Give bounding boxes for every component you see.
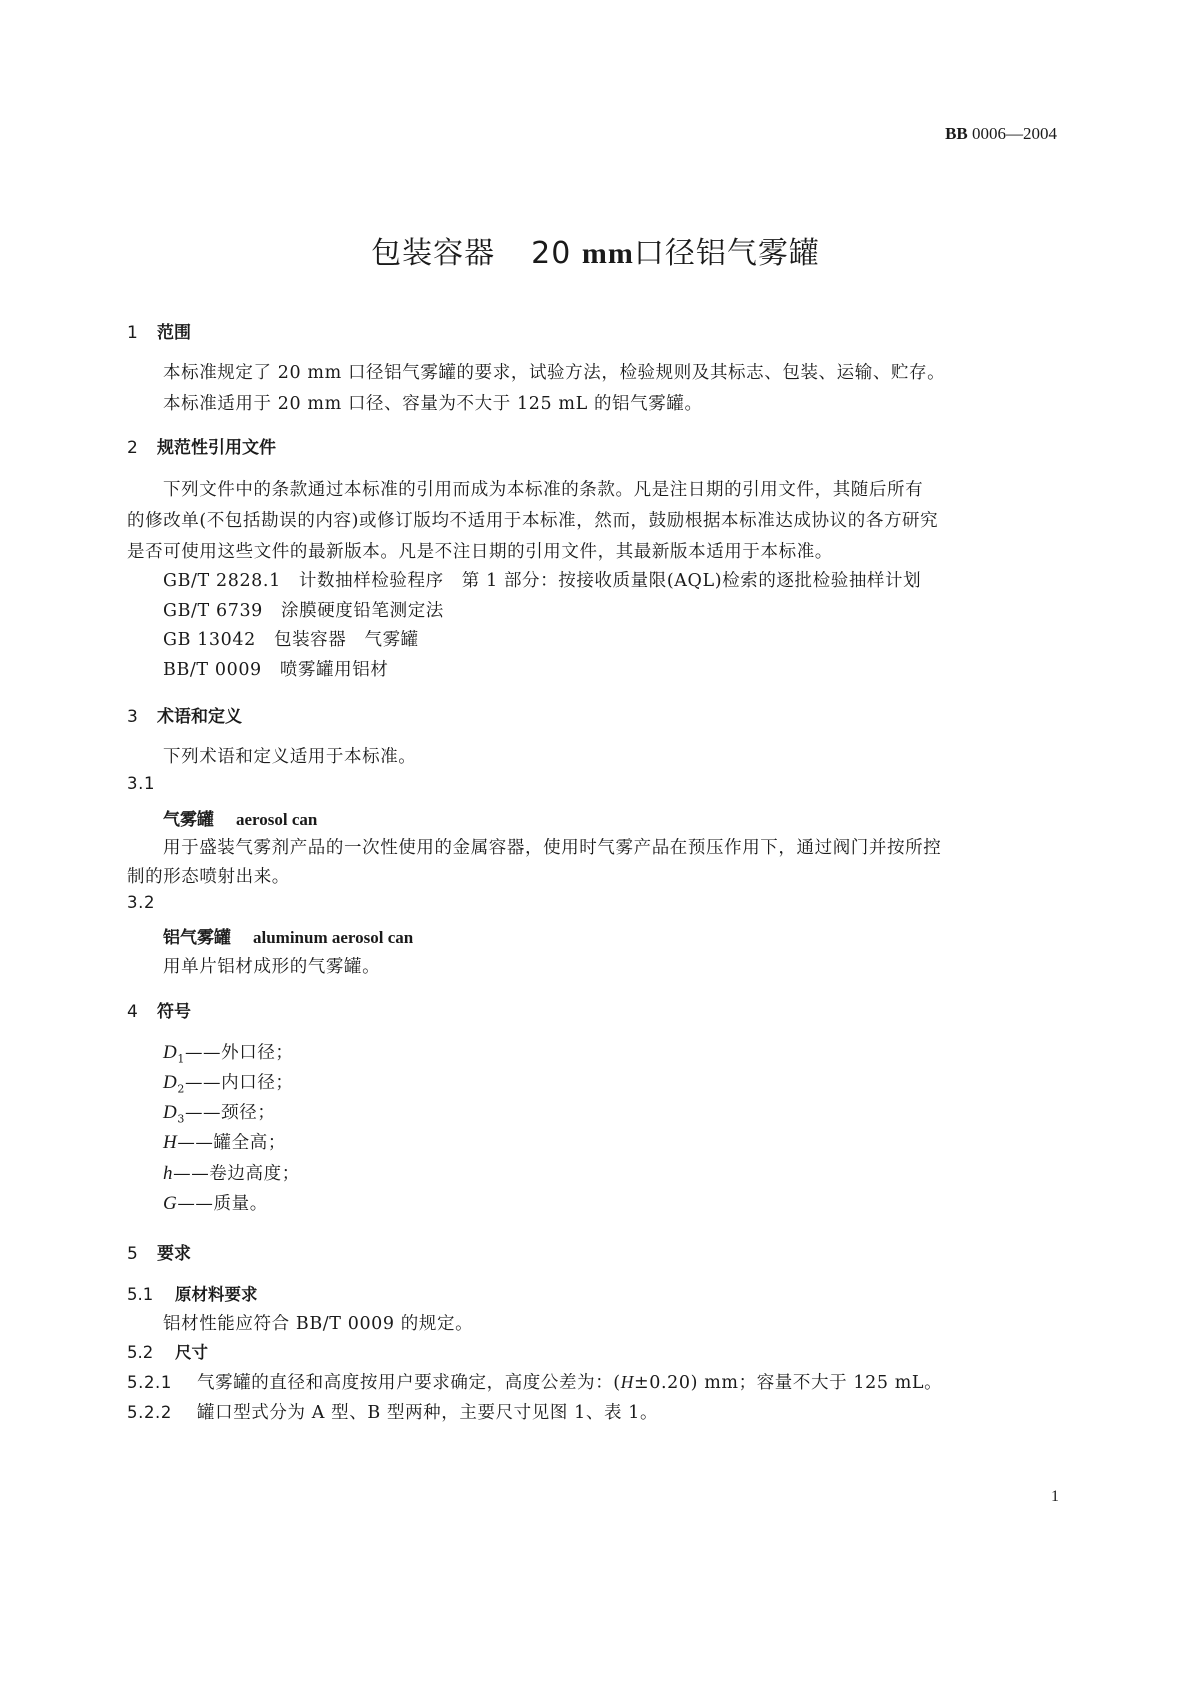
title-unit: mm <box>581 237 634 270</box>
term-chinese: 气雾罐 <box>163 810 214 830</box>
section-2-heading <box>127 433 276 458</box>
term-1-number: 3.1 <box>127 774 156 793</box>
symbol-subscript: 2 <box>177 1082 185 1096</box>
page-number: 1 <box>1051 1488 1059 1505</box>
title-part1: 包装容器 <box>371 236 496 271</box>
clause-5-2-1 <box>127 1369 942 1394</box>
symbol-desc: ——外口径； <box>184 1043 294 1063</box>
symbol-letter: H <box>163 1132 178 1153</box>
symbol-item <box>163 1039 294 1066</box>
symbol-item <box>163 1099 275 1126</box>
reference-item: GB/T 2828.1 计数抽样检验程序 第 1 部分：按接收质量限(AQL)检索的逐批检验抽样计划 <box>163 571 922 591</box>
reference-item: BB/T 0009 喷雾罐用铝材 <box>163 660 389 680</box>
document-title <box>0 228 1191 272</box>
term-1-title <box>163 805 317 830</box>
symbol-desc: ——罐全高； <box>177 1133 286 1153</box>
section-1-para-2: 本标准适用于 20 mm 口径、容量为不大于 125 mL 的铝气雾罐。 <box>163 394 703 414</box>
section-1-para-1: 本标准规定了 20 mm 口径铝气雾罐的要求，试验方法，检验规则及其标志、包装、运输、贮存。 <box>163 363 946 383</box>
title-part2: 口径铝气雾罐 <box>633 236 820 271</box>
symbol-item <box>163 1069 294 1096</box>
subsection-title: 尺寸 <box>175 1343 208 1362</box>
term-english: aluminum aerosol can <box>253 928 414 947</box>
section-number: 1 <box>127 323 138 343</box>
clause-text: 罐口型式分为 A 型、B 型两种，主要尺寸见图 1、表 1。 <box>197 1403 659 1423</box>
subsection-5-1-para: 铝材性能应符合 BB/T 0009 的规定。 <box>163 1314 474 1334</box>
symbol-desc: ——质量。 <box>177 1194 268 1214</box>
section-title: 范围 <box>157 323 191 343</box>
subsection-5-1-heading <box>127 1281 258 1305</box>
term-2-def: 用单片铝材成形的气雾罐。 <box>163 957 381 977</box>
section-1-heading <box>127 318 191 343</box>
section-4-heading <box>127 997 191 1022</box>
symbol-item <box>163 1190 268 1215</box>
symbol-letter: D <box>163 1102 178 1123</box>
symbol-item <box>163 1160 300 1185</box>
section-number: 5 <box>127 1244 138 1264</box>
clause-text: ±0.20) mm；容量不大于 125 mL。 <box>633 1373 943 1393</box>
term-2-title <box>163 923 413 948</box>
symbol-desc: ——颈径； <box>184 1103 276 1123</box>
term-1-def-line-2: 制的形态喷射出来。 <box>127 867 290 887</box>
standard-prefix: BB <box>945 124 968 143</box>
reference-item: GB 13042 包装容器 气雾罐 <box>163 630 419 650</box>
subsection-number: 5.2 <box>127 1343 154 1362</box>
section-3-heading <box>127 702 242 727</box>
clause-text: 气雾罐的直径和高度按用户要求确定，高度公差为：( <box>197 1373 621 1393</box>
section-title: 规范性引用文件 <box>157 438 276 458</box>
subsection-number: 5.1 <box>127 1285 154 1304</box>
clause-symbol: H <box>620 1372 634 1392</box>
section-2-para-line-3: 是否可使用这些文件的最新版本。凡是不注日期的引用文件，其最新版本适用于本标准。 <box>127 542 833 562</box>
section-number: 4 <box>127 1002 138 1022</box>
reference-item: GB/T 6739 涂膜硬度铅笔测定法 <box>163 601 444 621</box>
clause-number: 5.2.1 <box>127 1373 172 1392</box>
section-5-heading <box>127 1239 191 1264</box>
subsection-5-2-heading <box>127 1339 208 1363</box>
section-2-para-line-1: 下列文件中的条款通过本标准的引用而成为本标准的条款。凡是注日期的引用文件，其随后所有 <box>163 480 924 500</box>
section-2-para-line-2: 的修改单(不包括勘误的内容)或修订版均不适用于本标准，然而，鼓励根据本标准达成协议的各方研究 <box>127 511 939 531</box>
standard-code: 0006—2004 <box>967 124 1057 143</box>
clause-number: 5.2.2 <box>127 1403 172 1422</box>
symbol-desc: ——内口径； <box>184 1073 294 1093</box>
symbol-letter: h <box>163 1163 174 1184</box>
subsection-title: 原材料要求 <box>175 1285 258 1304</box>
clause-5-2-2 <box>127 1399 658 1424</box>
symbol-desc: ——卷边高度； <box>173 1164 300 1184</box>
symbol-letter: G <box>163 1193 178 1214</box>
symbol-subscript: 3 <box>177 1112 185 1126</box>
title-number: 20 <box>531 236 572 271</box>
term-english: aerosol can <box>236 810 318 829</box>
term-1-def-line-1: 用于盛装气雾剂产品的一次性使用的金属容器，使用时气雾产品在预压作用下，通过阀门并按所控 <box>163 838 942 858</box>
section-title: 符号 <box>157 1002 191 1022</box>
symbol-subscript: 1 <box>177 1052 185 1066</box>
term-chinese: 铝气雾罐 <box>163 928 231 948</box>
term-2-number: 3.2 <box>127 893 156 912</box>
standard-number <box>945 124 1057 144</box>
symbol-letter: D <box>163 1072 178 1093</box>
symbol-letter: D <box>163 1042 178 1063</box>
section-title: 要求 <box>157 1244 191 1264</box>
section-number: 3 <box>127 707 138 727</box>
symbol-item <box>163 1129 286 1154</box>
section-title: 术语和定义 <box>157 707 242 727</box>
section-3-intro: 下列术语和定义适用于本标准。 <box>163 747 417 767</box>
section-number: 2 <box>127 438 138 458</box>
